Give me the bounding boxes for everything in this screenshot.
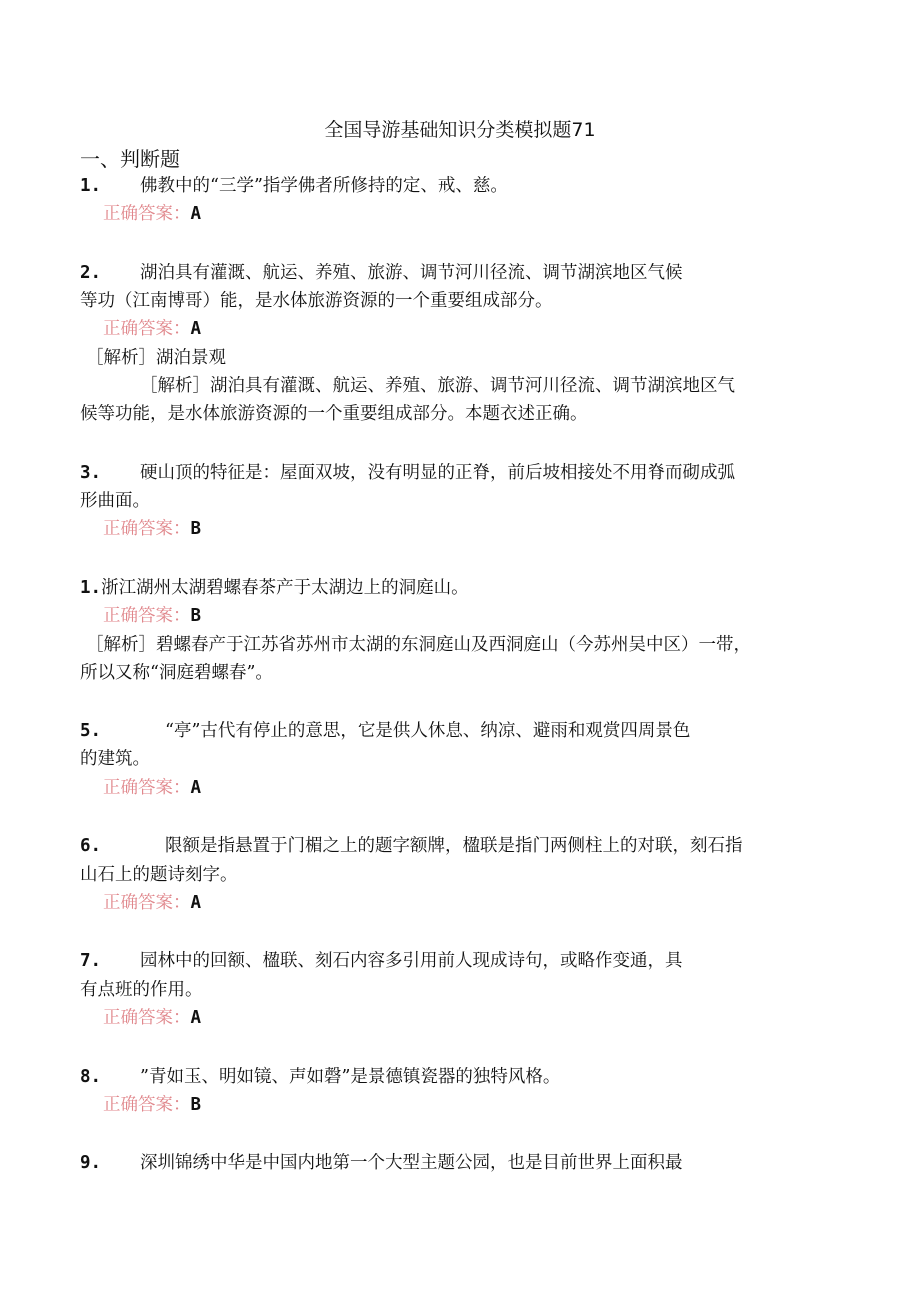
answer-value: A: [190, 319, 202, 339]
answer-1: [103, 200, 201, 225]
answer-value: A: [190, 204, 202, 224]
analysis-line: 湖泊具有灌溉、航运、养殖、旅游、调节河川径流、调节湖滨地区气: [210, 376, 735, 396]
question-text: 深圳锦绣中华是中国内地第一个大型主题公园，也是目前世界上面积最: [140, 1153, 683, 1173]
answer-value: A: [190, 1008, 202, 1028]
answer-label: 正确答案：: [103, 1095, 191, 1115]
answer-label: 正确答案：: [103, 319, 191, 339]
question-5: [80, 717, 690, 742]
answer-label: 正确答案：: [103, 778, 191, 798]
question-number: 9.: [80, 1153, 102, 1173]
answer-8: [103, 1091, 201, 1116]
question-text: 园林中的回额、楹联、刻石内容多引用前人现成诗句，或略作变通，具: [140, 951, 683, 971]
answer-value: A: [190, 893, 202, 913]
question-8: [80, 1063, 560, 1088]
question-text-continued: 的建筑。: [80, 749, 150, 769]
question-text: “亭”古代有停止的意思，它是供人休息、纳凉、避雨和观赏四周景色: [165, 721, 691, 741]
page-title: 全国导游基础知识分类模拟题71: [324, 119, 596, 141]
analysis-title: 湖泊景观: [156, 348, 226, 368]
question-number: 1.: [80, 578, 102, 598]
answer-4: [103, 602, 201, 627]
question-text: 硬山顶的特征是：屋面双坡，没有明显的正脊，前后坡相接处不用脊而砌成弧: [140, 463, 735, 483]
question-4: [80, 574, 469, 599]
answer-value: B: [190, 1095, 202, 1115]
question-number: 5.: [80, 721, 102, 741]
analysis-line: 所以又称“洞庭碧螺春”。: [80, 663, 273, 683]
question-7: [80, 947, 683, 972]
answer-2: [103, 315, 201, 340]
question-text-continued: 山石上的题诗刻字。: [80, 865, 238, 885]
question-number: 3.: [80, 463, 102, 483]
analysis-text: [140, 372, 735, 397]
analysis-line: 候等功能，是水体旅游资源的一个重要组成部分。本题衣述正确。: [80, 404, 588, 424]
question-text-continued: 形曲面。: [80, 491, 150, 511]
answer-6: [103, 889, 201, 914]
question-1: [80, 172, 508, 197]
section-heading: 一、判断题: [80, 147, 180, 171]
analysis-label: ［解析］: [140, 376, 210, 396]
answer-label: 正确答案：: [103, 606, 191, 626]
answer-label: 正确答案：: [103, 893, 191, 913]
question-text-continued: 有点班的作用。: [80, 980, 203, 1000]
question-text: 浙江湖州太湖碧螺春茶产于太湖边上的洞庭山。: [101, 578, 469, 598]
question-2: [80, 259, 683, 284]
question-text: ”青如玉、明如镜、声如磬”是景德镇瓷器的独特风格。: [140, 1067, 561, 1087]
answer-label: 正确答案：: [103, 204, 191, 224]
answer-label: 正确答案：: [103, 519, 191, 539]
answer-3: [103, 515, 201, 540]
question-3: [80, 459, 735, 484]
question-6: [80, 832, 743, 857]
analysis-line: 碧螺春产于江苏省苏州市太湖的东洞庭山及西洞庭山（今苏州吴中区）一带，: [156, 635, 751, 655]
question-text: 限额是指悬置于门楣之上的题字额牌，楹联是指门两侧柱上的对联，刻石指: [165, 836, 743, 856]
question-text: 湖泊具有灌溉、航运、养殖、旅游、调节河川径流、调节湖滨地区气候: [140, 263, 683, 283]
analysis-label: ［解析］: [86, 348, 156, 368]
question-number: 2.: [80, 263, 102, 283]
question-number: 6.: [80, 836, 102, 856]
question-number: 7.: [80, 951, 102, 971]
question-9: [80, 1149, 683, 1174]
answer-value: B: [190, 519, 202, 539]
question-text-continued: 等功（江南博哥）能，是水体旅游资源的一个重要组成部分。: [80, 291, 553, 311]
answer-5: [103, 774, 201, 799]
question-text: 佛教中的“三学”指学佛者所修持的定、戒、慈。: [140, 176, 508, 196]
analysis-label: ［解析］: [86, 635, 156, 655]
answer-value: A: [190, 778, 202, 798]
analysis-heading: [86, 344, 226, 369]
question-number: 1.: [80, 176, 102, 196]
answer-label: 正确答案：: [103, 1008, 191, 1028]
analysis-text: [86, 631, 751, 656]
answer-value: B: [190, 606, 202, 626]
answer-7: [103, 1004, 201, 1029]
question-number: 8.: [80, 1067, 102, 1087]
